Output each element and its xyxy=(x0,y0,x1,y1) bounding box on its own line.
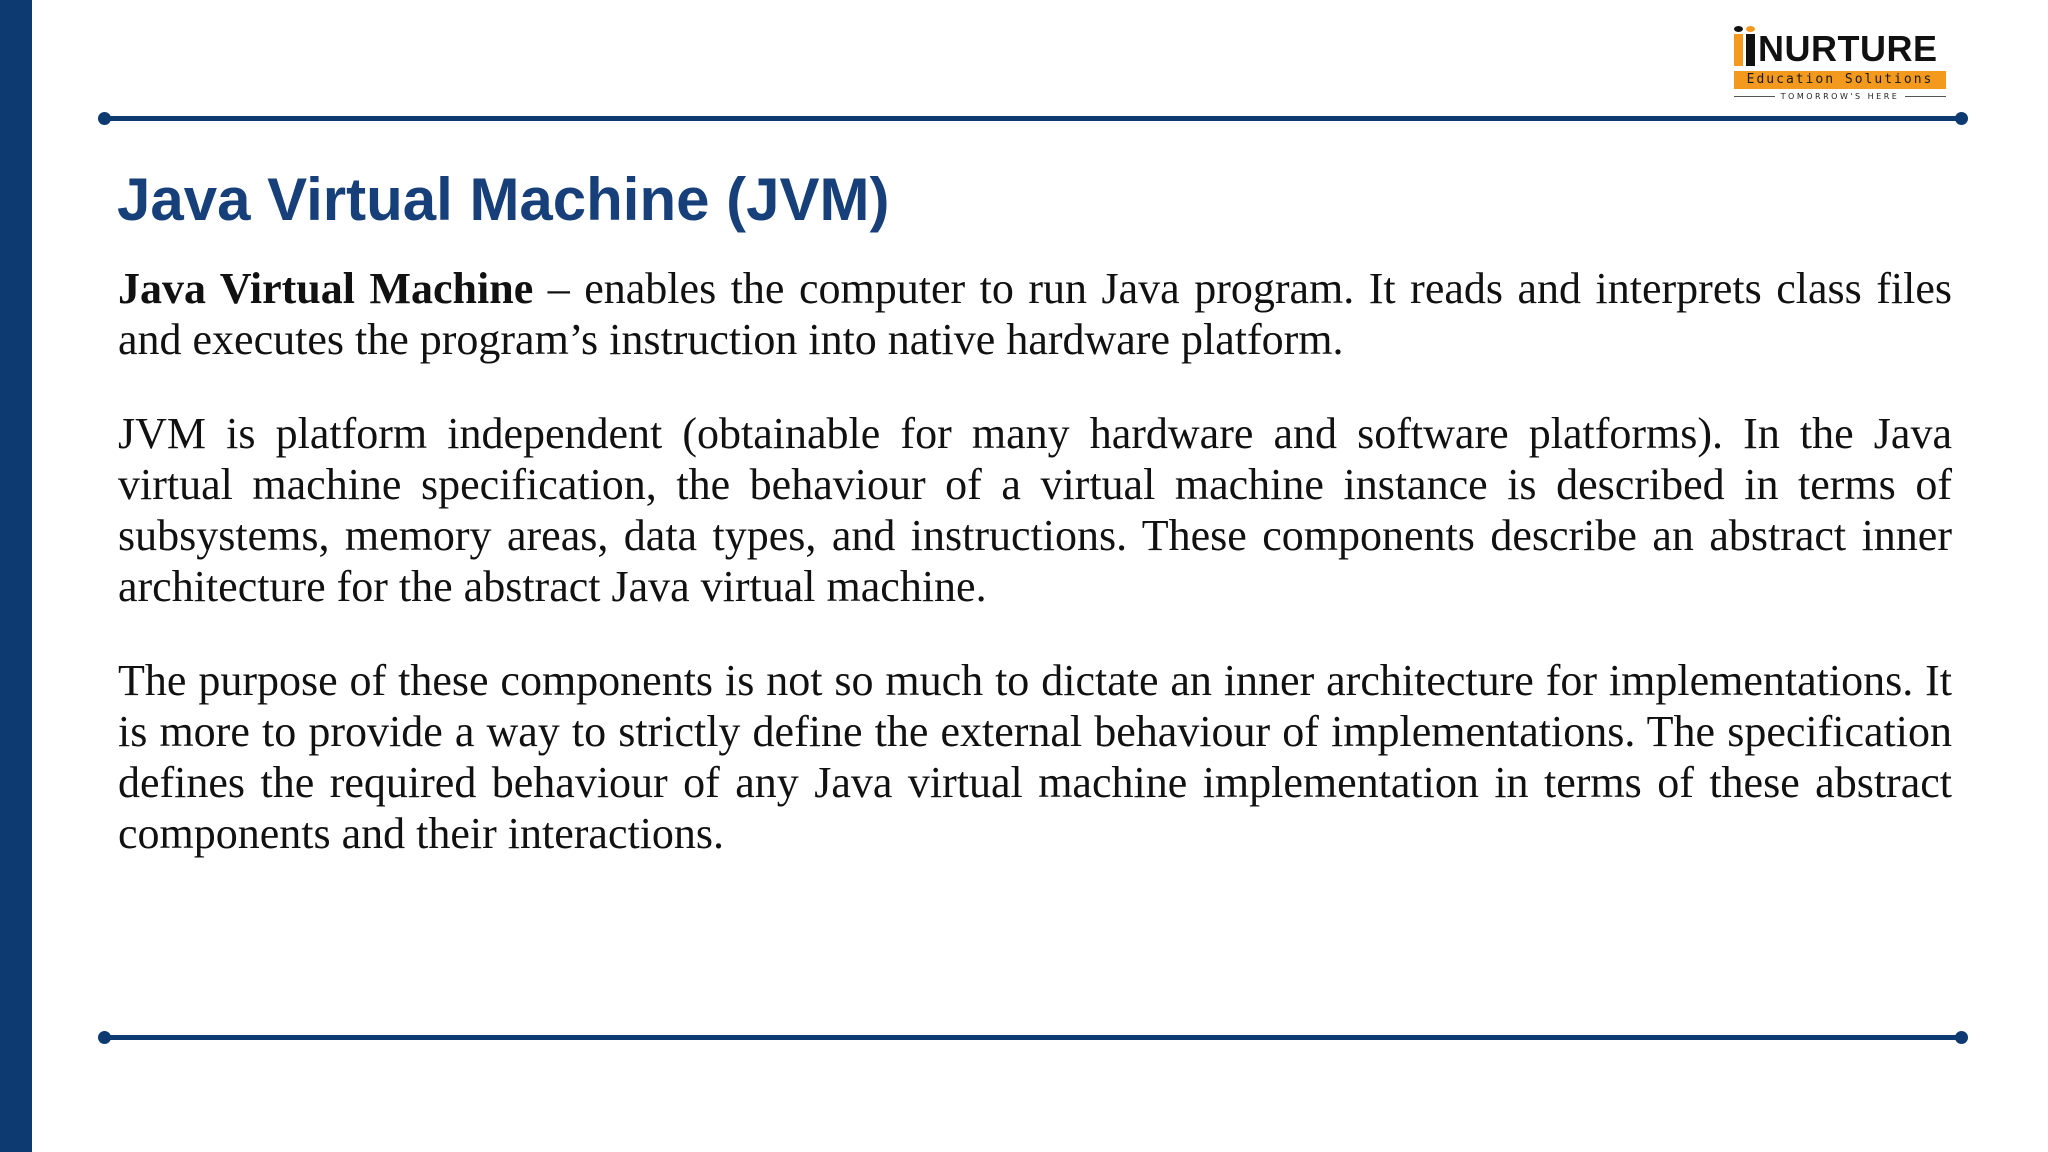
inurture-logo xyxy=(1734,28,1946,104)
paragraph-lead-term: Java Virtual Machine xyxy=(118,264,534,313)
bottom-divider xyxy=(104,1035,1962,1040)
logo-mark-icon xyxy=(1734,32,1755,66)
top-divider xyxy=(104,116,1962,121)
logo-top-row xyxy=(1734,28,1946,69)
slide-title: Java Virtual Machine (JVM) xyxy=(117,166,890,233)
left-accent-bar xyxy=(0,0,32,1152)
paragraph-purpose: The purpose of these components is not so much to dictate an inner architecture for implementations. It is more to provide a way to strictly define the external behaviour of implementations. The specification defines the required behaviour of any Java virtual machine implementation in terms of these abstract components and their interactions. xyxy=(118,656,1952,858)
logo-subtitle: Education Solutions xyxy=(1734,71,1946,89)
logo-wordmark: NURTURE xyxy=(1758,28,1938,69)
logo-tagline: TOMORROW'S HERE xyxy=(1780,92,1900,101)
slide-body xyxy=(118,263,1952,859)
logo-tagline-row xyxy=(1734,92,1946,101)
paragraph-definition xyxy=(118,263,1952,365)
paragraph-platform-independence: JVM is platform independent (obtainable for many hardware and software platforms). In the Java virtual machine specification, the behaviour of a virtual machine instance is described in terms of subsystems, memory areas, data types, and instructions. These components describe an abstract inner architecture for the abstract Java virtual machine. xyxy=(118,409,1952,611)
paragraph-definition-text: – enables the computer to run Java program. It reads and interprets class files and executes the program’s instruction into native hardware platform. xyxy=(118,264,1953,364)
